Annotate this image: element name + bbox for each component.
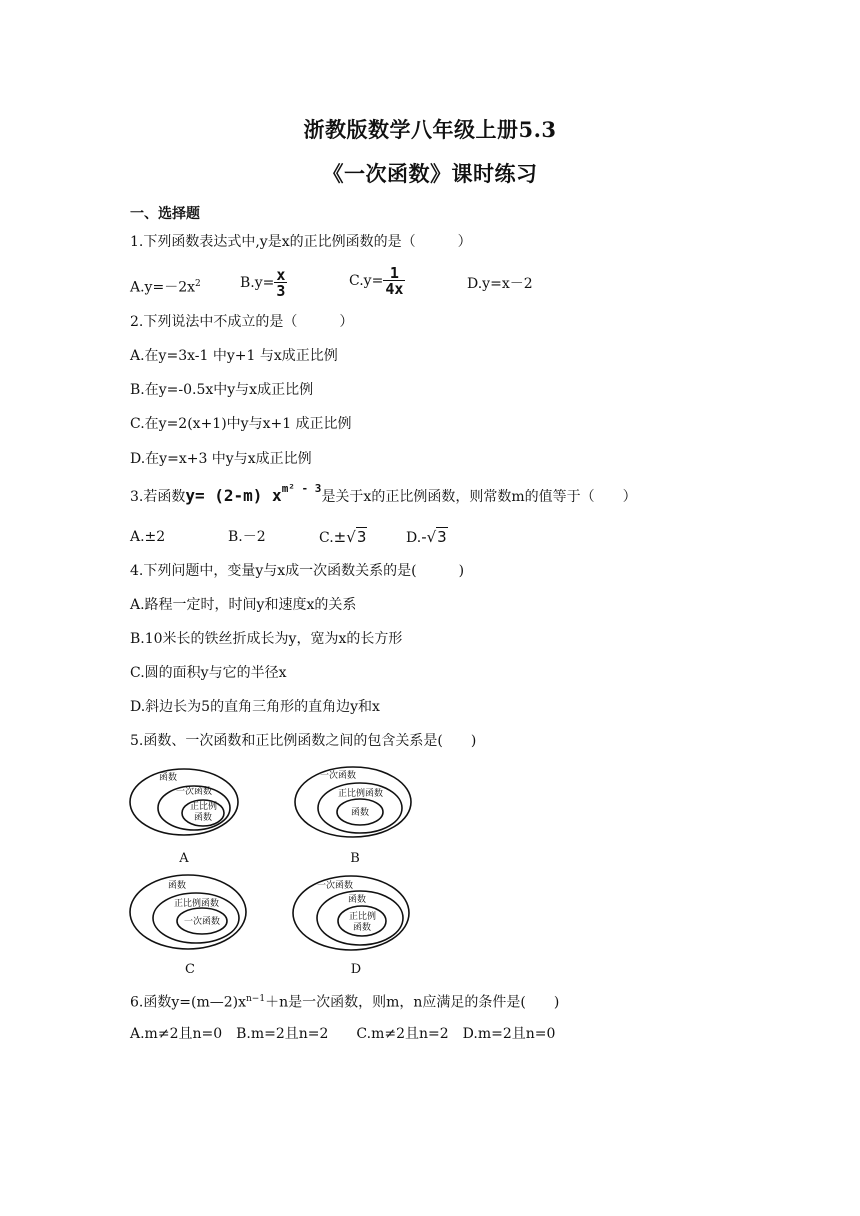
- q2-option-d: D.在y=x+3 中y与x成正比例: [130, 451, 312, 467]
- q4-option-c: C.圆的面积y与它的半径x: [130, 665, 287, 681]
- q5-diagram-a: [130, 769, 238, 866]
- q5-diagram-b-middle-label: 正比例函数: [338, 789, 384, 799]
- q1-option-a-text: A.y=－2x: [130, 279, 196, 296]
- q5-diagram-a-inner-label-1: 正比例: [190, 802, 218, 812]
- q1-option-b-prefix: B.y=: [240, 275, 275, 291]
- q2-stem: 2.下列说法中不成立的是（ ）: [130, 314, 354, 330]
- q1-option-b-fraction: [274, 268, 287, 298]
- q1-stem: 1.下列函数表达式中,y是x的正比例函数的是（ ）: [130, 234, 472, 250]
- q1-option-d: D.y=x－2: [467, 276, 533, 292]
- q5-diagram-a-outer-label: 函数: [159, 773, 178, 783]
- q6-stem-suffix: ＋n是一次函数，则m，n应满足的条件是( ): [265, 994, 560, 1011]
- q4-option-a: A.路程一定时，时间y和速度x的关系: [130, 597, 357, 613]
- q6-stem: [130, 990, 559, 1012]
- q3-option-a: A.±2: [130, 529, 166, 545]
- q1-option-a: [130, 275, 201, 297]
- q5-diagram-a-middle-label: 一次函数: [176, 787, 213, 797]
- q6-options: A.m≠2且n=0 B.m=2且n=2 C.m≠2且n=2 D.m=2且n=0: [130, 1026, 556, 1042]
- q5-diagram-b-outer-label: 一次函数: [320, 771, 357, 781]
- q3-option-d-radicand: 3: [437, 528, 447, 546]
- q5-diagram-d-inner-label-2: 函数: [353, 923, 372, 933]
- q1-option-b: [240, 268, 287, 298]
- q3-option-c-prefix: C.: [319, 530, 334, 546]
- q2-option-b: B.在y=-0.5x中y与x成正比例: [130, 382, 314, 398]
- q3-option-c-radicand: 3: [356, 528, 367, 546]
- q5-diagram-a-inner-label-2: 函数: [194, 813, 213, 823]
- q5-diagram-d-middle-label: 函数: [348, 895, 367, 905]
- title-line-1: 浙教版数学八年级上册5.3: [303, 117, 557, 142]
- q5-diagram-b-inner-label-1: 函数: [351, 808, 370, 818]
- q2-option-a: A.在y=3x-1 中y+1 与x成正比例: [130, 348, 338, 364]
- q3-stem-suffix: 是关于x的正比例函数，则常数m的值等于（ ）: [321, 489, 637, 505]
- q5-diagram-b-letter: B: [350, 851, 360, 866]
- q6-stem-prefix: 6.函数y=(m—2)x: [130, 994, 246, 1011]
- q3-option-d-prefix: D.: [406, 530, 422, 546]
- q3-option-c-sqrt: ±√3: [333, 528, 367, 546]
- q5-diagram-c: [130, 875, 246, 977]
- q5-diagram-a-letter: A: [179, 851, 189, 866]
- q1-option-c-denominator: 4x: [385, 280, 404, 298]
- q5-diagram-c-letter: C: [185, 962, 195, 977]
- q4-stem: 4.下列问题中，变量y与x成一次函数关系的是( ): [130, 563, 465, 579]
- q5-diagram-d-inner-label-1: 正比例: [349, 912, 377, 922]
- q2-option-c: C.在y=2(x+1)中y与x+1 成正比例: [130, 416, 352, 432]
- q3-option-c: [319, 528, 367, 547]
- q5-diagram-a-outer-ellipse: [130, 769, 238, 835]
- q3-option-d: [406, 528, 448, 547]
- q5-diagram-d: [293, 876, 409, 977]
- q5-diagram-c-inner-label-1: 一次函数: [184, 917, 221, 927]
- q3-option-d-sign: -: [421, 528, 427, 546]
- q5-stem: 5.函数、一次函数和正比例函数之间的包含关系是( ): [130, 733, 477, 749]
- section-heading: 一、选择题: [130, 206, 200, 222]
- q1-option-c-prefix: C.y=: [349, 273, 384, 289]
- q1-option-b-denominator: 3: [276, 282, 286, 300]
- q5-diagram-b: [295, 767, 411, 866]
- q3-stem: [130, 482, 637, 507]
- q5-diagram-d-outer-label: 一次函数: [317, 881, 354, 891]
- q5-diagram-c-outer-ellipse: [130, 875, 246, 949]
- q1-option-c: [349, 266, 405, 296]
- q4-option-d: D.斜边长为5的直角三角形的直角边y和x: [130, 699, 380, 715]
- q3-equation-exponent: m² - 3: [281, 482, 322, 495]
- title-line-2: 《一次函数》课时练习: [322, 161, 538, 186]
- q5-diagram-c-middle-label: 正比例函数: [174, 899, 220, 909]
- q5-venn-diagrams: [124, 762, 424, 982]
- q1-option-a-exponent: 2: [195, 279, 201, 289]
- q1-option-c-fraction: [383, 266, 405, 296]
- q3-stem-prefix: 3.若函数: [130, 489, 186, 505]
- q5-diagram-d-letter: D: [350, 962, 362, 977]
- q3-option-b: B.－2: [228, 529, 266, 545]
- q3-option-c-sign: ±: [333, 528, 347, 546]
- q3-equation: y= (2-m) x: [185, 486, 282, 505]
- q1-option-b-numerator: x: [276, 266, 286, 284]
- q4-option-b: B.10米长的铁丝折成长为y，宽为x的长方形: [130, 631, 403, 647]
- q5-diagram-c-outer-label: 函数: [168, 881, 187, 891]
- q6-stem-exponent: n−1: [246, 994, 266, 1004]
- q1-option-c-numerator: 1: [389, 264, 399, 282]
- q3-option-d-sqrt: -√3: [421, 528, 447, 546]
